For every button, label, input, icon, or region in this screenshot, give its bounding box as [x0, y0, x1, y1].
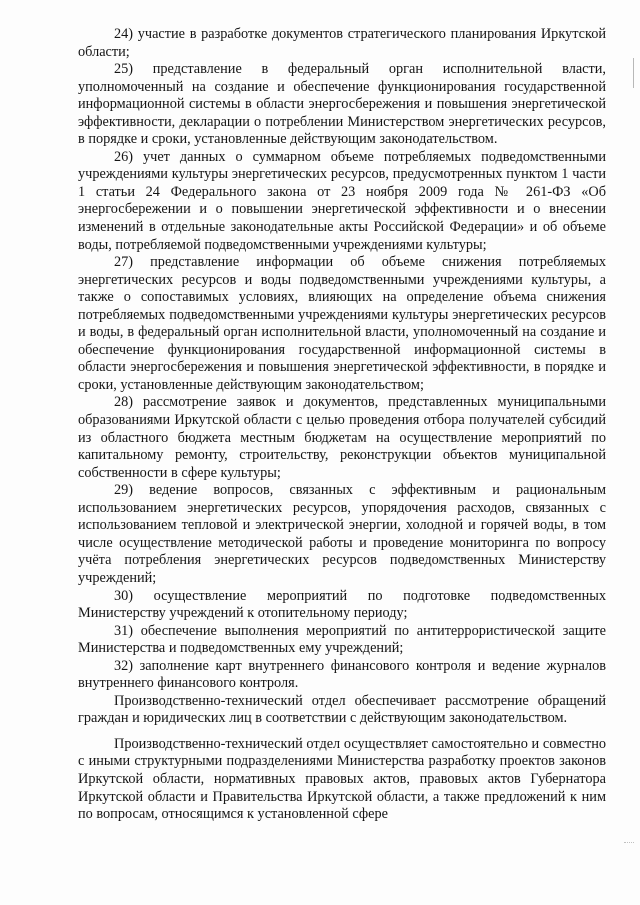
scan-edge-mark	[633, 58, 638, 88]
paragraph-item-27: 27) представление информации об объеме снижения потребляемых энергетических ресурсов и воды подведомственными учреждениями культуры, а также о сопоставимых условиях, влияющих на определение объема снижения потребляемых подведомственными учреждениями культуры энергетических ресурсов и воды, в федеральный орган исполнительной власти, уполномоченный на создание и обеспечение функционирования государственной информационной системы в области энергосбережения и повышения энергетической эффективности, в порядке и сроки, установленные действующим законодательством;	[78, 254, 606, 393]
paragraph-item-30: 30) осуществление мероприятий по подготовке подведомственных Министерству учреждений к отопительному периоду;	[78, 587, 606, 622]
document-body	[78, 26, 606, 824]
scan-edge-mark-bottom	[624, 842, 634, 855]
paragraph-item-28: 28) рассмотрение заявок и документов, представленных муниципальными образованиями Иркутской области с целью проведения отбора получателей субсидий из областного бюджета местным бюджетам на осуществление мероприятий по капитальному ремонту, строительству, реконструкции объектов муниципальной собственности в сфере культуры;	[78, 394, 606, 481]
paragraph-item-25: 25) представление в федеральный орган исполнительной власти, уполномоченный на создание и обеспечение функционирования государственной информационной системы в области энергосбережения и повышения энергетической эффективности, декларации о потреблении Министерством энергетических ресурсов, в порядке и сроки, установленные действующим законодательством.	[78, 61, 606, 148]
paragraph-item-29: 29) ведение вопросов, связанных с эффективным и рациональным использованием энергетических ресурсов, упорядочения расходов, связанных с использованием тепловой и электрической энергии, холодной и горячей воды, в том числе осуществление методической работы и проведение мониторинга по вопросу учёта потребления энергетических ресурсов подведомственных Министерству учреждений;	[78, 482, 606, 586]
paragraph-item-26: 26) учет данных о суммарном объеме потребляемых подведомственными учреждениями культуры энергетических ресурсов, предусмотренных пунктом 1 части 1 статьи 24 Федерального закона от 23 ноября 2009 года № 261-ФЗ «Об энергосбережении и о повышении энергетической эффективности и о внесении изменений в отдельные законодательные акты Российской Федерации» и об объеме воды, потребляемой подведомственными учреждениями культуры;	[78, 148, 606, 253]
paragraph-item-32: 32) заполнение карт внутреннего финансового контроля и ведение журналов внутреннего финансового контроля.	[78, 657, 606, 692]
paragraph-appeals: Производственно-технический отдел обеспечивает рассмотрение обращений граждан и юридических лиц в соответствии с действующим законодательством.	[78, 692, 606, 727]
paragraph-item-31: 31) обеспечение выполнения мероприятий по антитеррористической защите Министерства и подведомственных ему учреждений;	[78, 622, 606, 657]
paragraph-drafting: Производственно-технический отдел осуществляет самостоятельно и совместно с иными структурными подразделениями Министерства разработку проектов законов Иркутской области, нормативных правовых актов, правовых актов Губернатора Иркутской области и Правительства Иркутской области, а также предложений к ним по вопросам, относящимся к установленной сфере	[78, 735, 606, 823]
paragraph-item-24: 24) участие в разработке документов стратегического планирования Иркутской области;	[78, 26, 606, 60]
